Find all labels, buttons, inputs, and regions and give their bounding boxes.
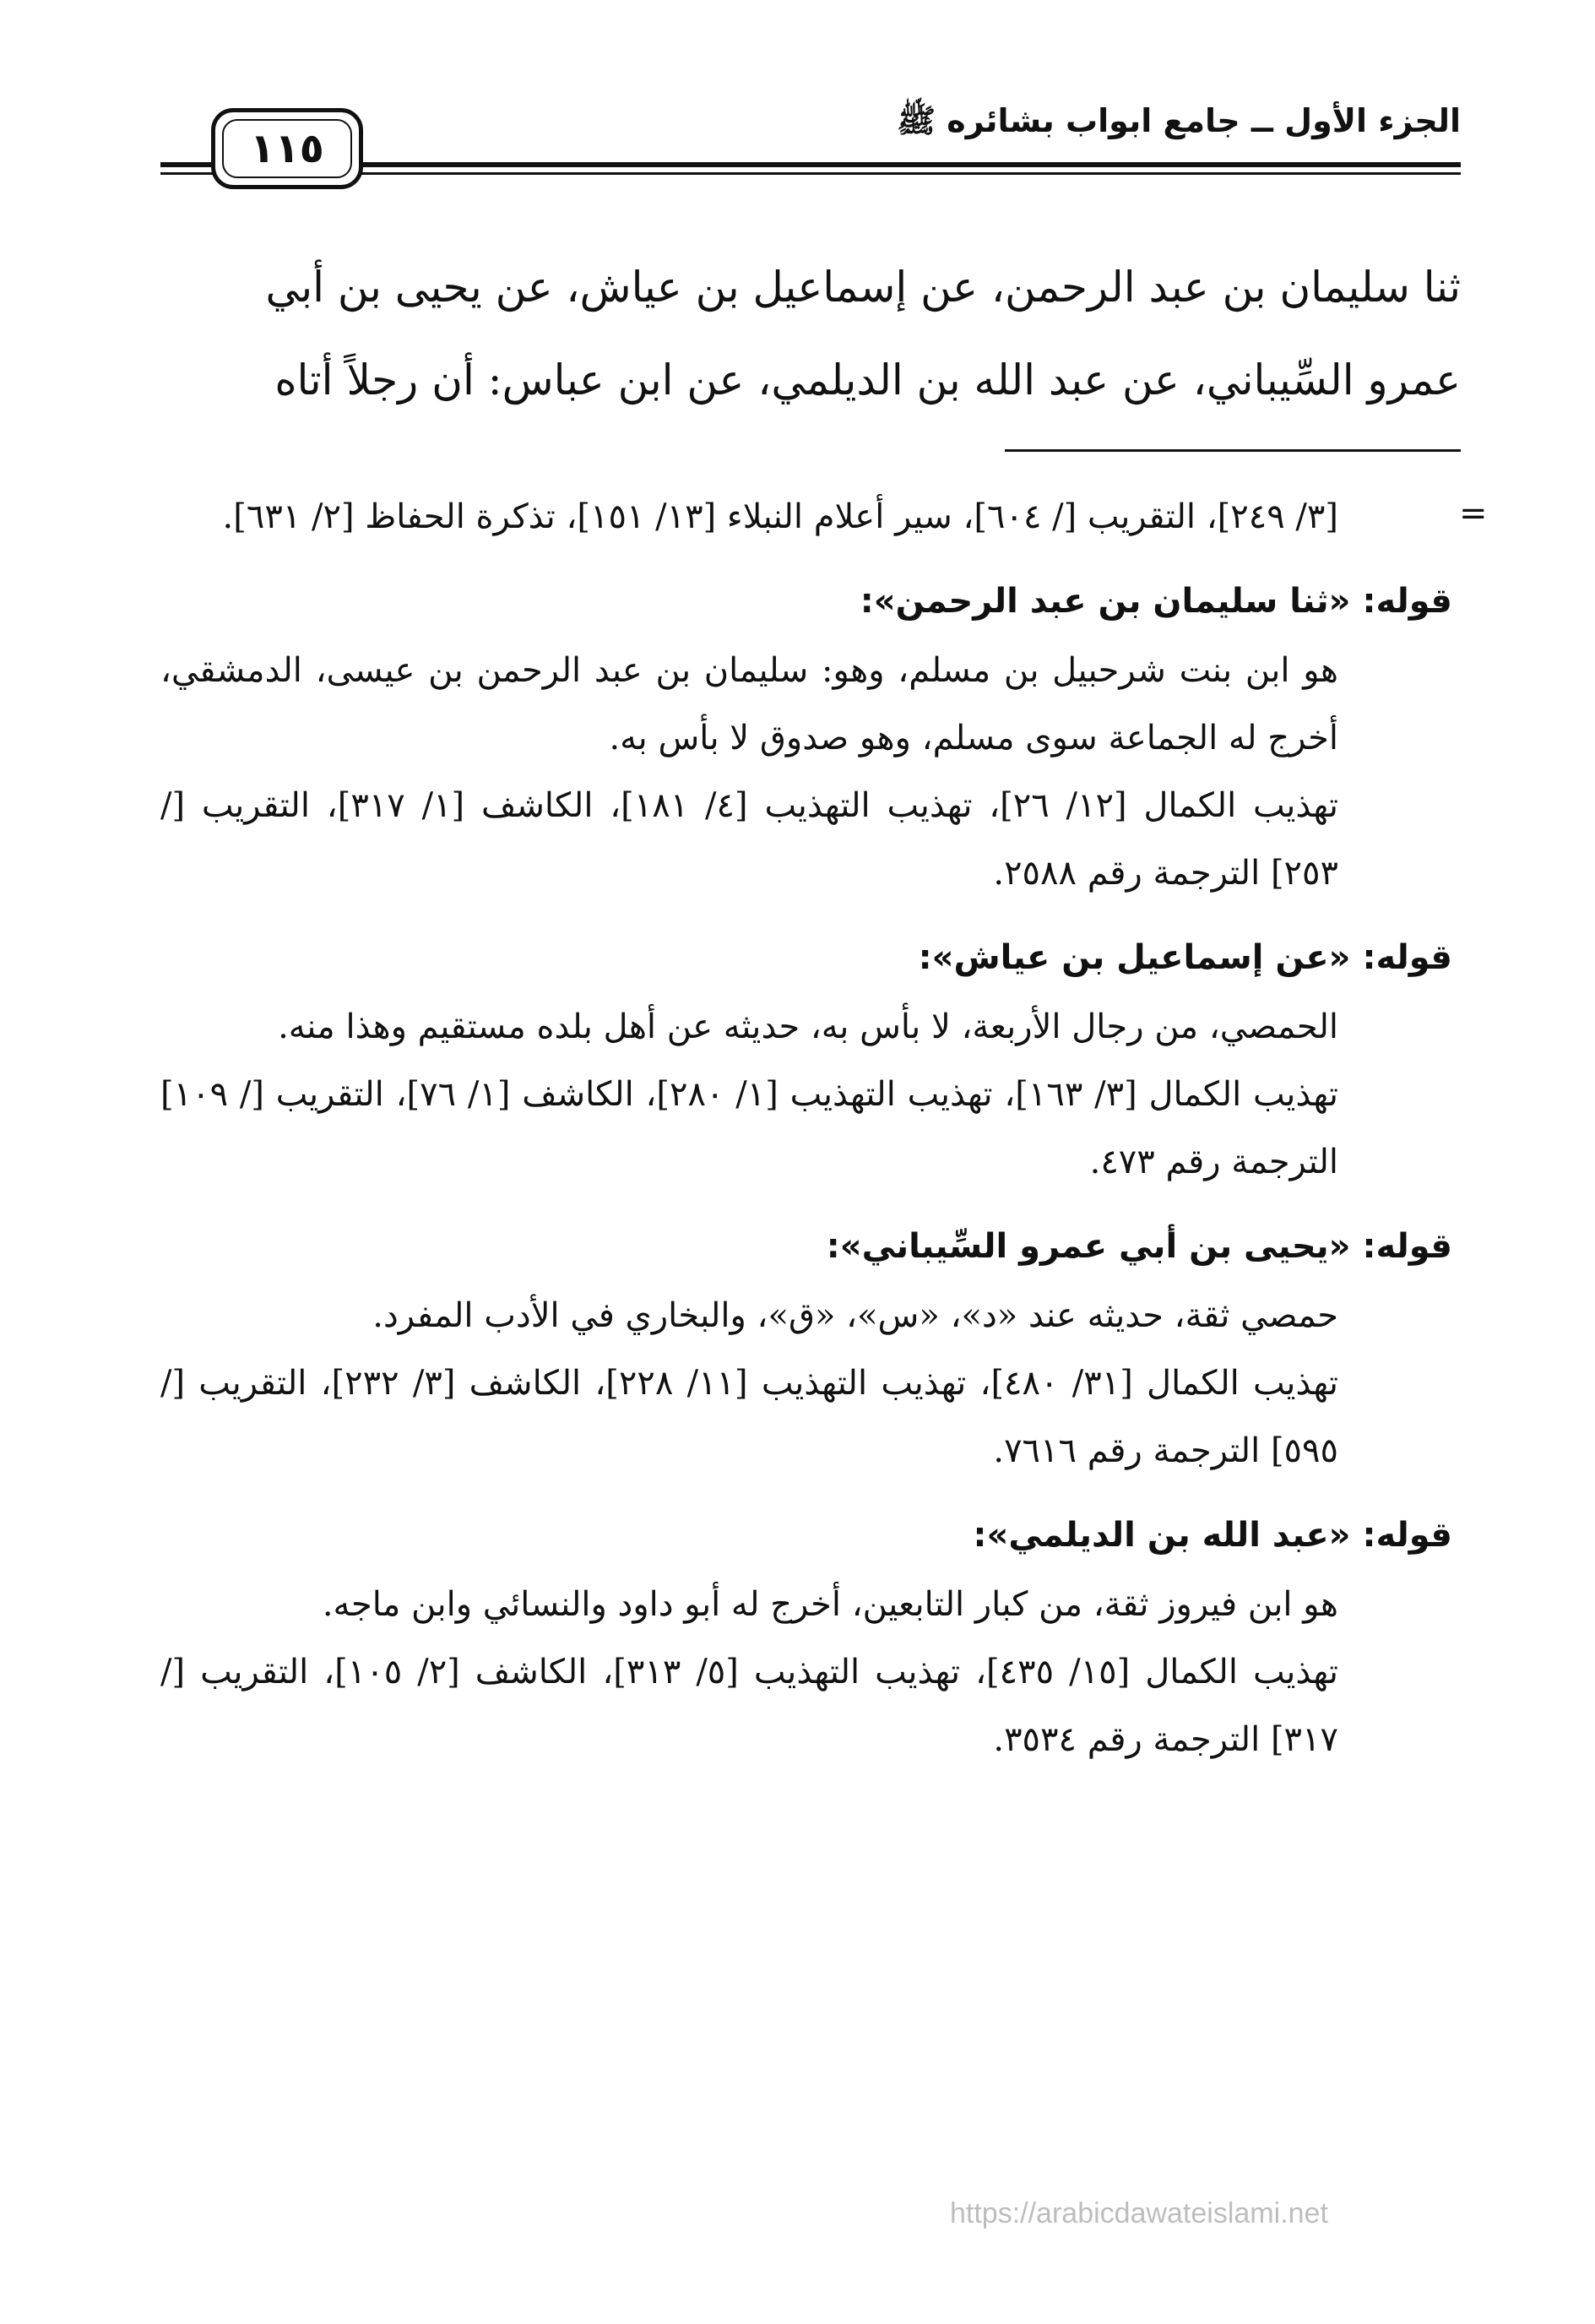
heading-quote: «عن إسماعيل بن عياش»: (918, 938, 1351, 977)
section-heading (160, 1500, 1452, 1571)
section-references: تهذيب الكمال [٣١/ ٤٨٠]، تهذيب التهذيب [١١/ ٢٢٨]، الكاشف [٣/ ٢٣٢]، التقريب [/ ٥٩٥] الترجمة رقم ٧٦١٦. (160, 1364, 1338, 1470)
footnote-section (160, 1211, 1452, 1485)
main-text (160, 241, 1461, 426)
footnote-intro: [٣/ ٢٤٩]، التقريب [/ ٦٠٤]، سير أعلام النبلاء [١٣/ ١٥١]، تذكرة الحفاظ [٢/ ٦٣١]. (222, 497, 1338, 536)
watermark-url: https://arabicdawateislami.net (950, 2197, 1328, 2229)
footnote-section (160, 1500, 1452, 1773)
section-heading (160, 566, 1452, 637)
section-references: تهذيب الكمال [١٥/ ٤٣٥]، تهذيب التهذيب [٥/ ٣١٣]، الكاشف [٢/ ١٠٥]، التقريب [/ ٣١٧] الترجمة رقم ٣٥٣٤. (160, 1653, 1338, 1759)
heading-label: قوله: (1362, 938, 1452, 977)
heading-label: قوله: (1362, 582, 1452, 621)
section-heading (160, 922, 1452, 993)
footnote-separator (1005, 449, 1461, 452)
heading-label: قوله: (1362, 1227, 1452, 1266)
heading-quote: «ثنا سليمان بن عبد الرحمن»: (860, 582, 1351, 621)
main-line-2: عمرو السِّيباني، عن عبد الله بن الديلمي، عن ابن عباس: أن رجلاً أتاه (274, 356, 1461, 405)
page-number-frame (211, 108, 363, 189)
page-number: ١١٥ (222, 119, 352, 178)
running-title: الجزء الأول ــ جامع ابواب بشائره ﷺ (897, 102, 1461, 139)
main-line-1: ثنا سليمان بن عبد الرحمن، عن إسماعيل بن عياش، عن يحيى بن أبي (265, 263, 1461, 312)
footnotes (160, 483, 1452, 1773)
continuation-mark: = (1459, 494, 1488, 533)
section-paragraph: هو ابن فيروز ثقة، من كبار التابعين، أخرج له أبو داود والنسائي وابن ماجه. (322, 1585, 1338, 1624)
section-paragraph: الحمصي، من رجال الأربعة، لا بأس به، حديثه عن أهل بلده مستقيم وهذا منه. (278, 1007, 1338, 1046)
page-header (160, 101, 1461, 194)
heading-quote: «عبد الله بن الديلمي»: (973, 1516, 1351, 1555)
footnote-section (160, 922, 1452, 1196)
heading-label: قوله: (1362, 1516, 1452, 1555)
section-heading (160, 1211, 1452, 1282)
section-paragraph: حمصي ثقة، حديثه عند «د»، «س»، «ق»، والبخاري في الأدب المفرد. (372, 1296, 1338, 1335)
section-references: تهذيب الكمال [٣/ ١٦٣]، تهذيب التهذيب [١/ ٢٨٠]، الكاشف [١/ ٧٦]، التقريب [/ ١٠٩] الترجمة رقم ٤٧٣. (160, 1075, 1338, 1181)
footnote-section (160, 566, 1452, 907)
heading-quote: «يحيى بن أبي عمرو السِّيباني»: (826, 1227, 1351, 1266)
section-references: تهذيب الكمال [١٢/ ٢٦]، تهذيب التهذيب [٤/ ١٨١]، الكاشف [١/ ٣١٧]، التقريب [/ ٢٥٣] الترجمة رقم ٢٥٨٨. (160, 786, 1338, 893)
section-paragraph: هو ابن بنت شرحبيل بن مسلم، وهو: سليمان بن عبد الرحمن بن عيسى، الدمشقي، أخرج له الجماعة سوى مسلم، وهو صدوق لا بأس به. (160, 651, 1338, 757)
